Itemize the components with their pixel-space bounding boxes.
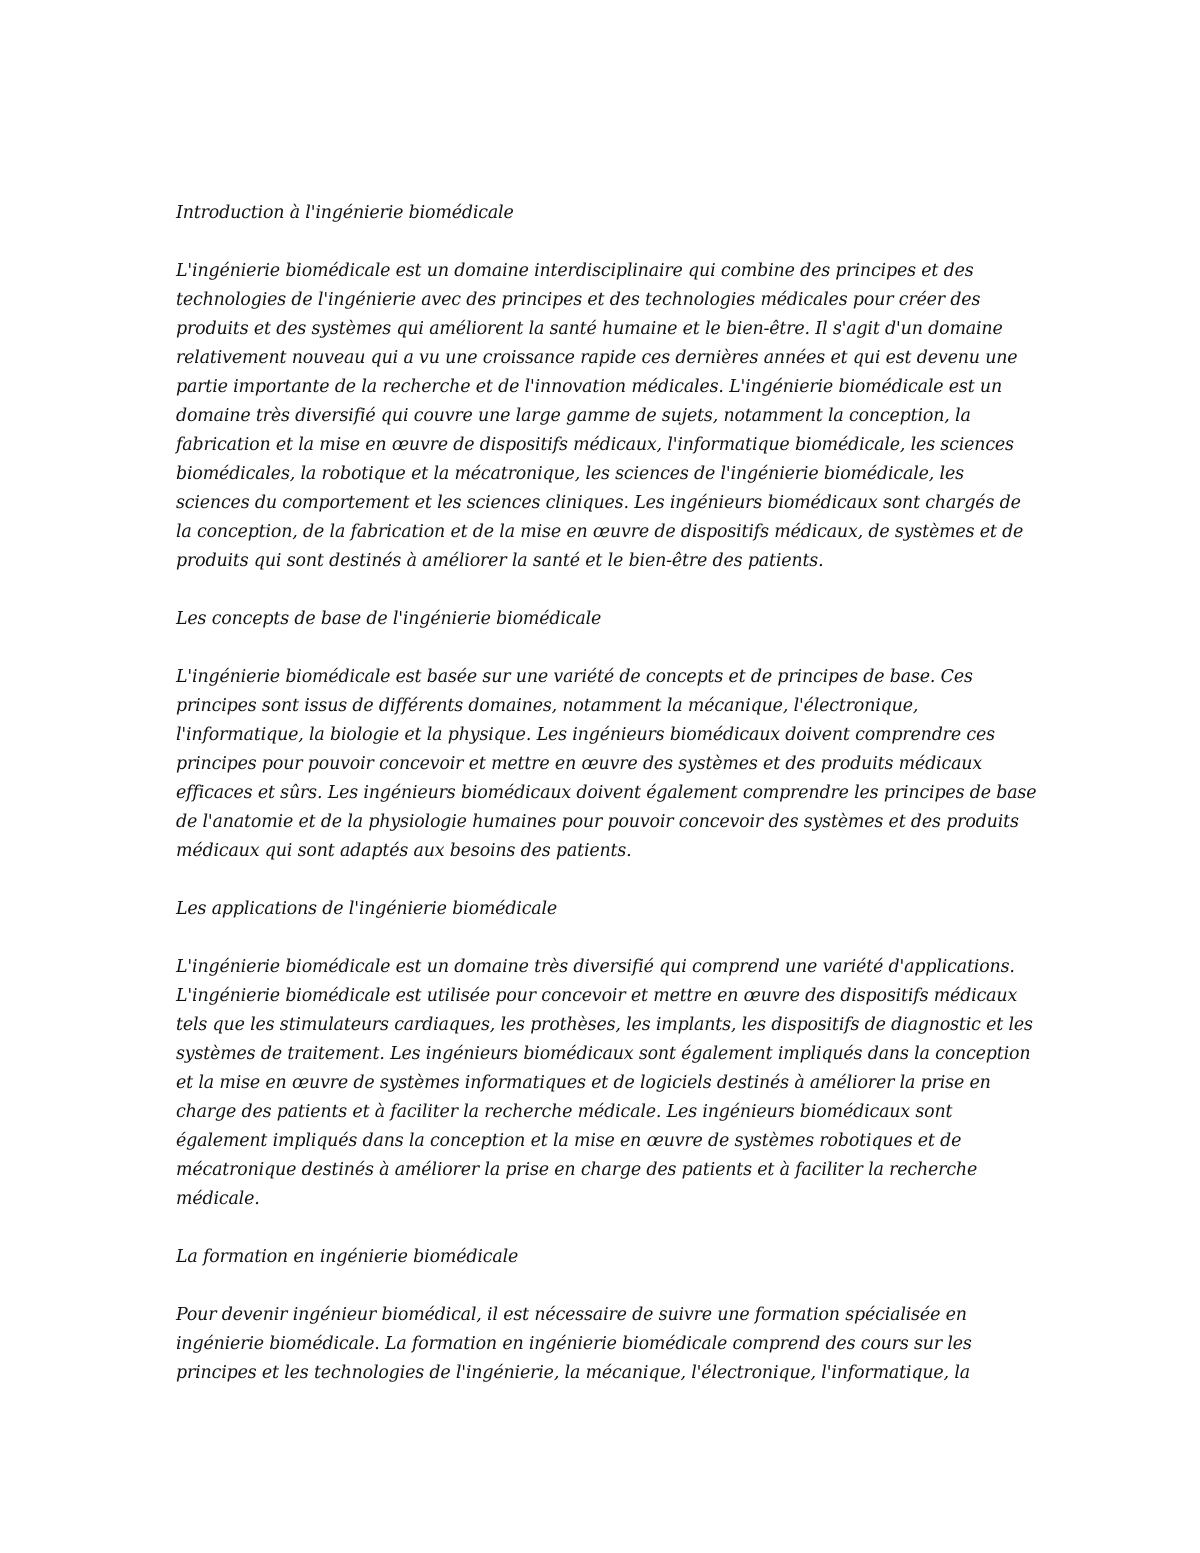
section-heading-applications: Les applications de l'ingénierie biomédicale (176, 899, 558, 919)
section-paragraph-formation: Pour devenir ingénieur biomédical, il est nécessaire de suivre une formation spécialisée en ingénierie biomédicale. La formation en ingénierie biomédicale comprend des cours sur les principes et les technologies de l'ingénierie, la mécanique, l'électronique, l'informatique, la (176, 1305, 972, 1383)
section-paragraph-concepts: L'ingénierie biomédicale est basée sur une variété de concepts et de principes de base. Ces principes sont issus de différents domaines, notamment la mécanique, l'électronique, l'informatique, la biologie et la physique. Les ingénieurs biomédicaux doivent comprendre ces principes pour pouvoir concevoir et mettre en œuvre des systèmes et des produits médicaux efficaces et sûrs. Les ingénieurs biomédicaux doivent également comprendre les principes de base de l'anatomie et de la physiologie humaines pour pouvoir concevoir des systèmes et des produits médicaux qui sont adaptés aux besoins des patients. (176, 667, 1037, 861)
section-paragraph-introduction: L'ingénierie biomédicale est un domaine interdisciplinaire qui combine des principes et des technologies de l'ingénierie avec des principes et des technologies médicales pour créer des produits et des systèmes qui améliorent la santé humaine et le bien-être. Il s'agit d'un domaine relativement nouveau qui a vu une croissance rapide ces dernières années et qui est devenu une partie importante de la recherche et de l'innovation médicales. L'ingénierie biomédicale est un domaine très diversifié qui couvre une large gamme de sujets, notamment la conception, la fabrication et la mise en œuvre de dispositifs médicaux, l'informatique biomédicale, les sciences biomédicales, la robotique et la mécatronique, les sciences de l'ingénierie biomédicale, les sciences du comportement et les sciences cliniques. Les ingénieurs biomédicaux sont chargés de la conception, de la fabrication et de la mise en œuvre de dispositifs médicaux, de systèmes et de produits qui sont destinés à améliorer la santé et le bien-être des patients. (176, 261, 1024, 571)
section-heading-formation: La formation en ingénierie biomédicale (176, 1247, 519, 1267)
section-heading-concepts: Les concepts de base de l'ingénierie biomédicale (176, 609, 602, 629)
section-paragraph-applications: L'ingénierie biomédicale est un domaine très diversifié qui comprend une variété d'applications. L'ingénierie biomédicale est utilisée pour concevoir et mettre en œuvre des dispositifs médicaux tels que les stimulateurs cardiaques, les prothèses, les implants, les dispositifs de diagnostic et les systèmes de traitement. Les ingénieurs biomédicaux sont également impliqués dans la conception et la mise en œuvre de systèmes informatiques et de logiciels destinés à améliorer la prise en charge des patients et à faciliter la recherche médicale. Les ingénieurs biomédicaux sont également impliqués dans la conception et la mise en œuvre de systèmes robotiques et de mécatronique destinés à améliorer la prise en charge des patients et à faciliter la recherche médicale. (176, 957, 1033, 1209)
document-body (176, 199, 1038, 1417)
section-heading-introduction: Introduction à l'ingénierie biomédicale (176, 203, 514, 223)
